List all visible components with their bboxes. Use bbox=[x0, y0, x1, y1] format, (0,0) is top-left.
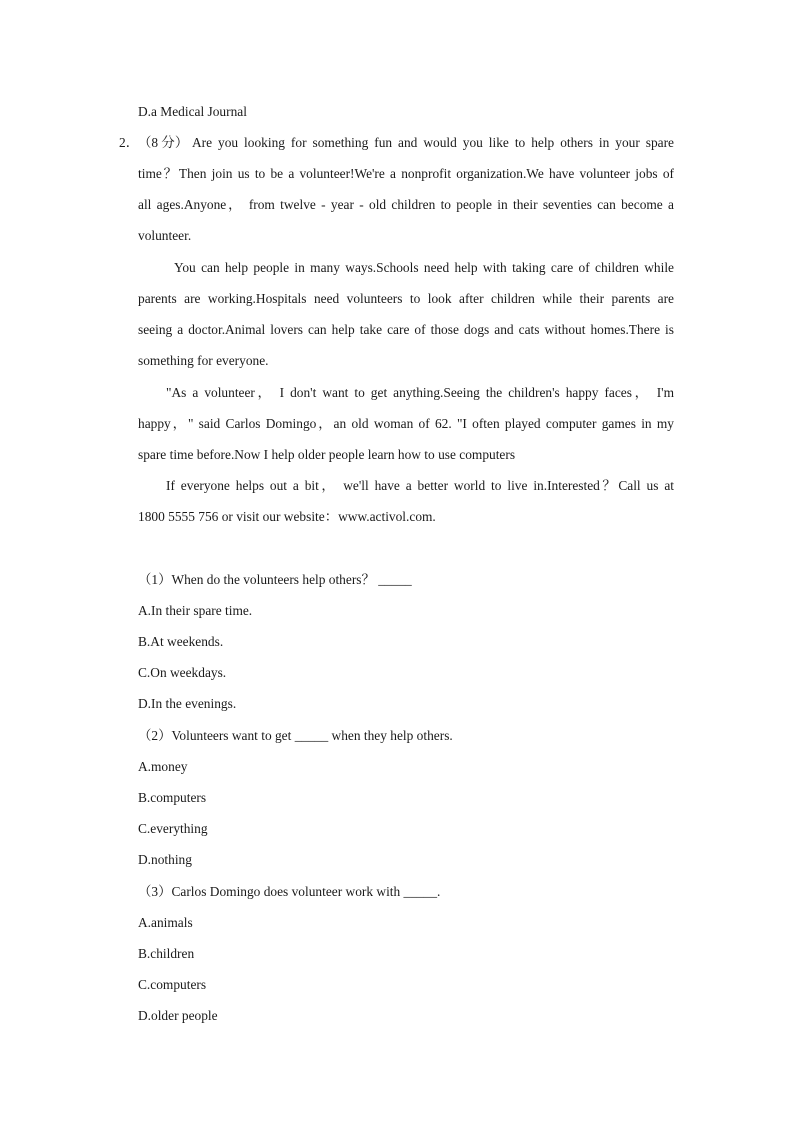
passage-line-11: spare time before.Now I help older people learn how to use computers bbox=[138, 447, 516, 462]
passage-line-13: 1800 5555 756 or visit our website：www.activol.com. bbox=[138, 509, 436, 524]
sub-question-2-stem: （2）Volunteers want to get _____ when they help others. bbox=[138, 728, 453, 743]
passage-line-3: all ages.Anyone， from twelve - year - old children to people in their seventies can become a bbox=[138, 197, 674, 212]
passage-line-9: "As a volunteer， I don't want to get anything.Seeing the children's happy faces， I'm bbox=[166, 385, 674, 400]
passage-line-4: volunteer. bbox=[138, 228, 192, 243]
passage-line-6: parents are working.Hospitals need volunteers to look after children while their parents are bbox=[138, 291, 674, 306]
previous-option-d: D.a Medical Journal bbox=[138, 104, 247, 119]
passage-line-1: Are you looking for something fun and would you like to help others in your spare bbox=[192, 135, 674, 150]
sub-question-1-option-a: A.In their spare time. bbox=[138, 603, 253, 618]
sub-question-2-option-c: C.everything bbox=[138, 821, 208, 836]
sub-question-3-option-a: A.animals bbox=[138, 915, 193, 930]
sub-question-3-option-b: B.children bbox=[138, 946, 195, 961]
passage-line-7: seeing a doctor.Animal lovers can help take care of those dogs and cats without homes.There is bbox=[138, 322, 674, 337]
sub-question-1-stem: （1）When do the volunteers help others？ _____ bbox=[138, 572, 412, 587]
sub-question-3-option-d: D.older people bbox=[138, 1008, 218, 1023]
question-number: 2． bbox=[119, 135, 140, 150]
sub-question-1-option-d: D.In the evenings. bbox=[138, 696, 237, 711]
sub-question-3-stem: （3）Carlos Domingo does volunteer work with _____. bbox=[138, 884, 441, 899]
sub-question-2-option-d: D.nothing bbox=[138, 852, 192, 867]
passage-line-2: time？Then join us to be a volunteer!We're a nonprofit organization.We have volunteer jobs of bbox=[138, 166, 674, 181]
sub-question-3-option-c: C.computers bbox=[138, 977, 207, 992]
passage-line-10: happy，" said Carlos Domingo，an old woman of 62. "I often played computer games in my bbox=[138, 416, 674, 431]
sub-question-2-option-b: B.computers bbox=[138, 790, 207, 805]
sub-question-2-option-a: A.money bbox=[138, 759, 188, 774]
sub-question-1-option-b: B.At weekends. bbox=[138, 634, 224, 649]
passage-line-5: You can help people in many ways.Schools need help with taking care of children while bbox=[174, 260, 674, 275]
sub-question-1-option-c: C.On weekdays. bbox=[138, 665, 227, 680]
passage-line-12: If everyone helps out a bit， we'll have a better world to live in.Interested？Call us at bbox=[166, 478, 674, 493]
question-points: （8 分） bbox=[138, 135, 189, 150]
passage-line-8: something for everyone. bbox=[138, 353, 269, 368]
